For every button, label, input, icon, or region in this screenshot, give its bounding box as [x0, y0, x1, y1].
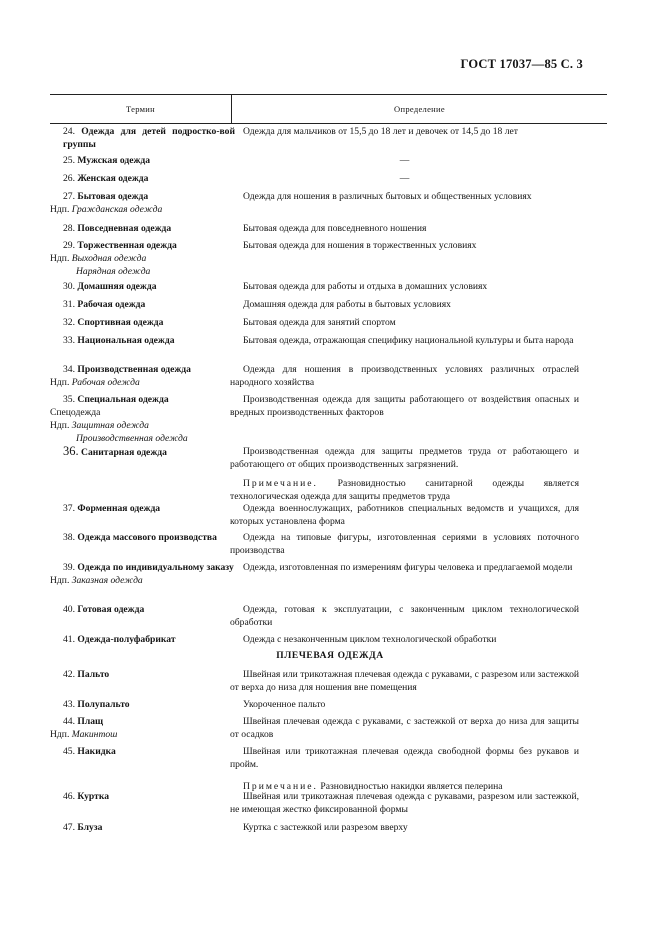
definition-cell: Производственная одежда для защиты работающего от воздействия опасных и вредных производственных факторов [230, 394, 579, 418]
term-cell: 44. Плащ Ндп. Макинтош [50, 716, 118, 740]
term-cell: 32. Спортивная одежда [63, 317, 164, 328]
table-header [50, 94, 607, 124]
term-name: Домашняя одежда [77, 281, 157, 292]
term-name: Женская одежда [77, 173, 149, 184]
term-name: Специальная одежда [77, 394, 169, 405]
term-cell: 39. Одежда по индивидуальному заказу Ндп. Заказная одежда [50, 562, 234, 586]
note: Примечание. Разновидностью санитарной одежды является технологическая одежда для защиты предметов труда [230, 478, 579, 502]
definition-cell: Швейная или трикотажная плечевая одежда с рукавами, разрезом или застежкой, не имеющая жестко фиксированной формы [230, 791, 579, 815]
definition-cell: — [399, 155, 410, 166]
definition-cell: Бытовая одежда для работы и отдыха в домашних условиях [243, 281, 488, 292]
definition-cell: Швейная или трикотажная плечевая одежда с рукавами, с разрезом или застежкой от верха до низа для ношения вне помещения [230, 669, 580, 693]
term-name: Производственная одежда [77, 364, 191, 375]
term-name: Пальто [77, 669, 110, 680]
definition-cell: Одежда для мальчиков от 15,5 до 18 лет и девочек от 14,5 до 18 лет [243, 126, 518, 137]
term-name: Накидка [77, 746, 116, 757]
term-name: Санитарная одежда [81, 447, 167, 458]
term-cell: 41. Одежда-полуфабрикат [63, 634, 176, 645]
term-cell: 45. Накидка [63, 746, 116, 757]
term-name: Бытовая одежда [77, 191, 149, 202]
deprecated-synonym: Выходная одежда [71, 253, 147, 264]
term-name: Рабочая одежда [77, 299, 146, 310]
term-name: Мужская одежда [77, 155, 151, 166]
definition-cell: Одежда, изготовленная по измерениям фигуры человека и предлагаемой модели [243, 562, 573, 573]
definition-cell: Бытовая одежда, отражающая специфику национальной культуры и быта народа [243, 335, 574, 346]
term-cell: 47. Блуза [63, 822, 103, 833]
definition-cell: Бытовая одежда для занятий спортом [243, 317, 396, 328]
definition-cell: Домашняя одежда для работы в бытовых условиях [243, 299, 451, 310]
deprecated-synonym: Производственная одежда [76, 433, 188, 444]
term-name: Форменная одежда [77, 503, 161, 514]
allowed-synonym: Спецодежда [50, 407, 101, 418]
deprecated-synonym: Макинтош [71, 729, 118, 740]
term-name: Полупальто [77, 699, 130, 710]
term-cell: 46. Куртка [63, 791, 110, 802]
term-cell: 24. Одежда для детей подростко-вой группы [63, 126, 235, 150]
term-name: Плащ [77, 716, 104, 727]
column-header-term: Термин [125, 104, 156, 114]
definition-cell: Одежда с незаконченным циклом технологической обработки [243, 634, 497, 645]
definition-cell: Швейная плечевая одежда с рукавами, с застежкой от верха до низа для защиты от осадков [230, 716, 579, 740]
definition-cell: Одежда военнослужащих, работников специальных ведомств и учащихся, для которых установлена форма [230, 503, 579, 527]
deprecated-synonym: Защитная одежда [71, 420, 149, 431]
term-cell: 42. Пальто [63, 669, 110, 680]
term-name: Блуза [77, 822, 103, 833]
deprecated-synonym: Нарядная одежда [76, 266, 151, 277]
definition-cell: Бытовая одежда для ношения в торжественных условиях [243, 240, 477, 251]
term-name: Одежда-полуфабрикат [77, 634, 176, 645]
term-cell: 38. Одежда массового производства [63, 532, 217, 543]
definition-cell: Одежда для ношения в производственных условиях различных отраслей народного хозяйства [230, 364, 579, 388]
definition-cell: Производственная одежда для защиты предметов труда от работающего и работающего от общих производственных загрязнений. Примечание. Разновидностью санитарной одежды является технологическая одежда для защиты предметов труда [230, 446, 579, 502]
definition-cell: Укороченное пальто [243, 699, 326, 710]
term-name: Торжественная одежда [77, 240, 177, 251]
term-cell: 43. Полупальто [63, 699, 130, 710]
term-name: Национальная одежда [77, 335, 175, 346]
term-name: Одежда массового производства [77, 532, 217, 543]
term-name: Спортивная одежда [77, 317, 164, 328]
term-cell: 25. Мужская одежда [63, 155, 151, 166]
term-cell: 37. Форменная одежда [63, 503, 161, 514]
term-cell: 33. Национальная одежда [63, 335, 175, 346]
definition-cell: Швейная или трикотажная плечевая одежда свободной формы без рукавов и пройм. Примечание. Разновидностью накидки является пелерина [230, 746, 579, 792]
term-cell: 40. Готовая одежда [63, 604, 145, 615]
term-cell: 26. Женская одежда [63, 173, 149, 184]
term-cell: 34. Производственная одежда Ндп. Рабочая одежда [50, 364, 191, 388]
deprecated-synonym: Заказная одежда [71, 575, 143, 586]
note: Примечание. Разновидностью накидки является пелерина [243, 781, 503, 792]
deprecated-synonym: Гражданская одежда [71, 204, 163, 215]
term-name: Одежда для детей подростко-вой группы [63, 126, 235, 150]
definition-cell: Бытовая одежда для повседневного ношения [243, 223, 427, 234]
term-cell: 27. Бытовая одежда Ндп. Гражданская одежда [50, 191, 163, 215]
term-cell: 35. Специальная одежда Спецодежда Ндп. Защитная одежда Производственная одежда [50, 394, 188, 444]
term-cell: 30. Домашняя одежда [63, 281, 157, 292]
term-name: Готовая одежда [77, 604, 145, 615]
definition-cell: Одежда для ношения в различных бытовых и общественных условиях [243, 191, 532, 202]
definition-cell: — [399, 173, 410, 184]
term-cell: 28. Повседневная одежда [63, 223, 172, 234]
definition-cell: Одежда, готовая к эксплуатации, с законченным циклом технологической обработки [230, 604, 579, 628]
definition-cell: Куртка с застежкой или разрезом вверху [243, 822, 408, 833]
term-cell: 36. Санитарная одежда [63, 444, 167, 458]
page-header: ГОСТ 17037—85 С. 3 [460, 57, 583, 71]
term-name: Повседневная одежда [77, 223, 172, 234]
section-title: ПЛЕЧЕВАЯ ОДЕЖДА [276, 651, 384, 661]
term-name: Куртка [77, 791, 110, 802]
term-cell: 29. Торжественная одежда Ндп. Выходная одежда Нарядная одежда [50, 240, 177, 277]
deprecated-synonym: Рабочая одежда [71, 377, 140, 388]
definition-cell: Одежда на типовые фигуры, изготовленная сериями в условиях поточного производства [230, 532, 579, 556]
term-cell: 31. Рабочая одежда [63, 299, 146, 310]
term-name: Одежда по индивидуальному заказу [77, 562, 234, 573]
column-header-definition: Определение [394, 104, 445, 114]
